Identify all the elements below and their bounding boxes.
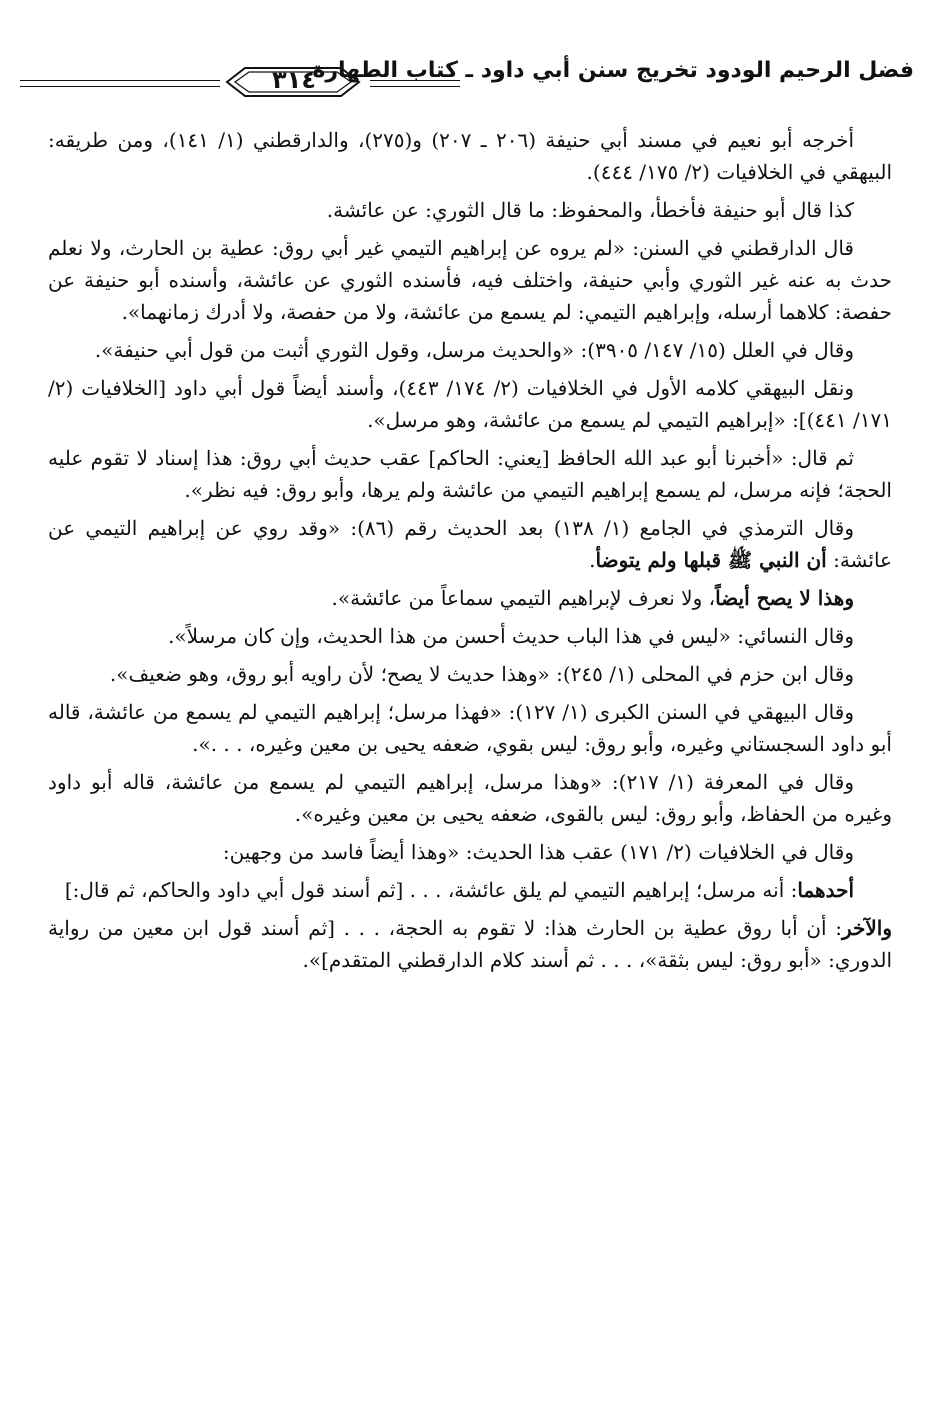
paragraph-text: : أنه مرسل؛ إبراهيم التيمي لم يلق عائشة، . . . [ثم أسند قول أبي داود والحاكم، ثم قال:]	[64, 878, 798, 902]
header-rule	[20, 80, 220, 81]
header-rule	[20, 86, 220, 87]
paragraph	[48, 372, 892, 436]
paragraph-text: وقال ابن حزم في المحلى (١/ ٢٤٥): «وهذا حديث لا يصح؛ لأن راويه أبو روق، وهو ضعيف».	[109, 662, 854, 686]
paragraph	[48, 874, 892, 906]
paragraph-text: كذا قال أبو حنيفة فأخطأ، والمحفوظ: ما قال الثوري: عن عائشة.	[326, 198, 854, 222]
paragraph-text: وقال البيهقي في السنن الكبرى (١/ ١٢٧): «فهذا مرسل؛ إبراهيم التيمي لم يسمع من عائشة، قاله أبو داود السجستاني وغيره، وأبو روق: ليس بقوي، ضعفه يحيى بن معين وغيره، . . .».	[48, 700, 892, 756]
paragraph-text: وقال في العلل (١٥/ ١٤٧/ ٣٩٠٥): «والحديث مرسل، وقول الثوري أثبت من قول أبي حنيفة».	[94, 338, 854, 362]
paragraph	[48, 512, 892, 576]
paragraph-text: وقال الترمذي في الجامع (١/ ١٣٨) بعد الحديث رقم (٨٦): «وقد روي عن إبراهيم التيمي عن عائشة:	[48, 516, 892, 572]
paragraph	[48, 334, 892, 366]
paragraph	[48, 442, 892, 506]
paragraph-text: أخرجه أبو نعيم في مسند أبي حنيفة (٢٠٦ ـ ٢٠٧) و(٢٧٥)، والدارقطني (١/ ١٤١)، ومن طريقه: البيهقي في الخلافيات (٢/ ١٧٥/ ٤٤٤).	[48, 128, 892, 184]
paragraph-text: وقال في المعرفة (١/ ٢١٧): «وهذا مرسل، إبراهيم التيمي لم يسمع من عائشة، قاله أبو داود وغيره من الحفاظ، وأبو روق: ليس بالقوى، ضعفه يحيى بن معين وغيره».	[48, 770, 892, 826]
bold-quote: وهذا لا يصح أيضاً	[715, 586, 854, 610]
paragraph-text: ثم قال: «أخبرنا أبو عبد الله الحافظ [يعني: الحاكم] عقب حديث أبي روق: هذا إسناد لا تقوم عليه الحجة؛ فإنه مرسل، لم يسمع إبراهيم التيمي من عائشة ولم يرها، وأبو روق: فيه نظر».	[48, 446, 892, 502]
paragraph-text: قال الدارقطني في السنن: «لم يروه عن إبراهيم التيمي غير أبي روق: عطية بن الحارث، ولا نعلم حدث به عنه غير الثوري وأبي حنيفة، واختلف فيه، فأسنده الثوري عن عائشة، وأسنده أبو حنيفة عن حفصة: كلاهما أرسله، وإبراهيم التيمي: لم يسمع من عائشة، ولا من حفصة، ولا أدرك زمانهما».	[48, 236, 892, 324]
paragraph	[48, 766, 892, 830]
paragraph	[48, 194, 892, 226]
body-text	[48, 124, 892, 982]
header-rule	[370, 80, 460, 81]
bold-lead-word: والآخر	[841, 916, 892, 940]
paragraph-text: ، ولا نعرف لإبراهيم التيمي سماعاً من عائشة».	[331, 586, 716, 610]
paragraph	[48, 836, 892, 868]
paragraph	[48, 912, 892, 976]
paragraph	[48, 658, 892, 690]
paragraph-text: : أن أبا روق عطية بن الحارث هذا: لا تقوم به الحجة، . . . [ثم أسند قول ابن معين من رواية الدوري: «أبو روق: ليس بثقة»، . . . ثم أسند كلام الدارقطني المتقدم]».	[48, 916, 892, 972]
paragraph	[48, 124, 892, 188]
paragraph	[48, 582, 892, 614]
header-rule	[370, 86, 460, 87]
paragraph-text: وقال النسائي: «ليس في هذا الباب حديث أحسن من هذا الحديث، وإن كان مرسلاً».	[168, 624, 854, 648]
paragraph	[48, 696, 892, 760]
bold-lead-word: أحدهما	[797, 878, 854, 902]
paragraph-text: .	[589, 548, 596, 572]
running-header	[20, 58, 914, 98]
page-number: ٣١٤	[272, 66, 316, 94]
paragraph-text: وقال في الخلافيات (٢/ ١٧١) عقب هذا الحديث: «وهذا أيضاً فاسد من وجهين:	[222, 840, 854, 864]
paragraph	[48, 232, 892, 328]
page-number-frame	[223, 62, 363, 102]
page-number-ornament	[20, 62, 460, 102]
bold-quote: أن النبي ﷺ قبلها ولم يتوضأ	[595, 548, 827, 572]
paragraph-text: ونقل البيهقي كلامه الأول في الخلافيات (٢/ ١٧٤/ ٤٤٣)، وأسند أيضاً قول أبي داود [الخلافيات (٢/ ١٧١/ ٤٤١)]: «إبراهيم التيمي لم يسمع من عائشة، وهو مرسل».	[48, 376, 892, 432]
running-title: فضل الرحيم الودود تخريج سنن أبي داود ـ كتاب الطهارة	[312, 58, 914, 83]
paragraph	[48, 620, 892, 652]
